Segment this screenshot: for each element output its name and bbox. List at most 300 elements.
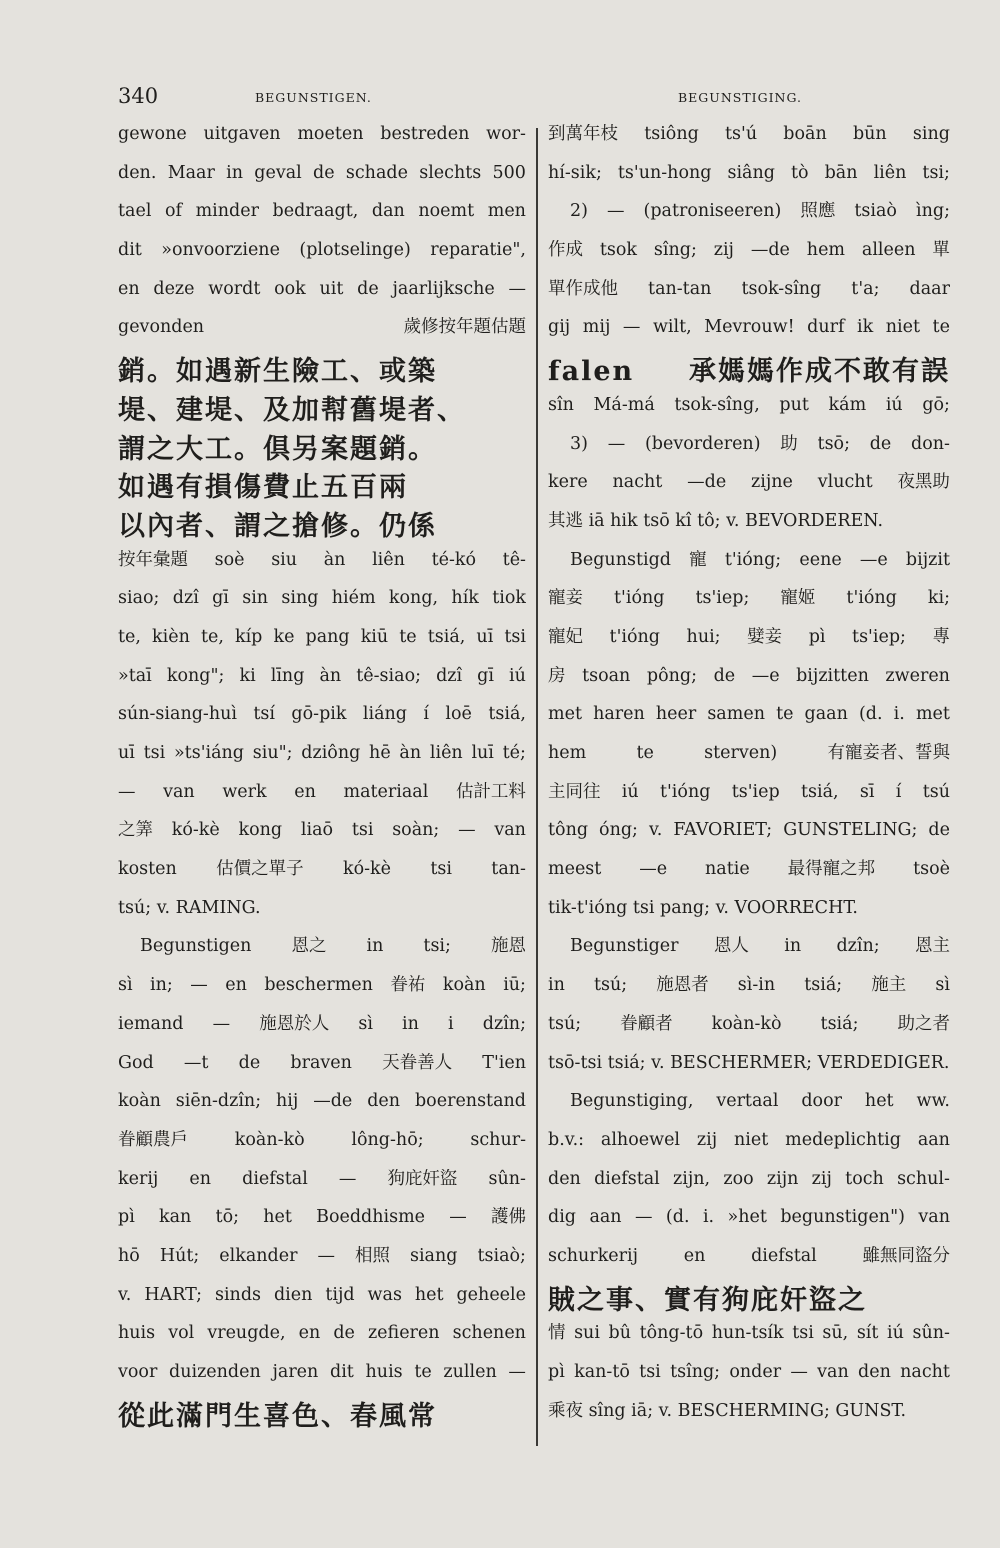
- word: bû: [608, 1323, 631, 1344]
- word: zij: [811, 1168, 832, 1189]
- word: v.: [118, 1284, 132, 1305]
- word: tsiaò: [854, 201, 897, 222]
- left-column: [118, 124, 526, 1439]
- word: 單: [932, 240, 950, 261]
- word: sterven): [704, 743, 778, 763]
- word: bestreden: [380, 124, 470, 144]
- text-line: [548, 666, 950, 705]
- word: 專: [932, 626, 950, 647]
- text-line: [118, 936, 526, 975]
- word: tijd: [325, 1284, 355, 1305]
- word: in: [366, 936, 384, 957]
- word: niet: [734, 1129, 769, 1150]
- word: tsok-sîng,: [674, 394, 760, 415]
- text-line: 堤、建堤、及加幇舊堤者、: [118, 394, 466, 426]
- word: liên: [873, 162, 907, 183]
- word: heer: [655, 704, 697, 725]
- word: sì: [935, 975, 950, 996]
- word: tsi: [504, 626, 526, 647]
- text-line: 從此滿門生喜色、春風常: [118, 1400, 437, 1432]
- word: siâng: [727, 162, 775, 183]
- word: jaren: [272, 1362, 319, 1382]
- word: jaarlijksche: [392, 278, 495, 299]
- word: 雖無同盜分: [862, 1245, 950, 1266]
- word: wilt,: [652, 317, 692, 338]
- word: duizenden: [169, 1362, 261, 1382]
- word: zij: [696, 1129, 718, 1150]
- word: liáng: [362, 704, 407, 725]
- word: de: [713, 665, 736, 686]
- word: v.: [648, 820, 663, 841]
- word: 狗庇奸盜: [387, 1168, 458, 1189]
- word: in: [402, 1013, 419, 1034]
- word: iū;: [503, 975, 526, 996]
- word: beschermen: [264, 975, 373, 996]
- word: ik: [857, 317, 874, 338]
- word: hem: [806, 240, 846, 261]
- word: 眷顧農戶: [118, 1129, 188, 1150]
- word: àn: [319, 665, 342, 686]
- word: Boeddhisme: [316, 1207, 426, 1228]
- word: te,: [118, 626, 141, 647]
- word: was: [367, 1284, 402, 1305]
- word: wor-: [486, 124, 526, 144]
- word: diefstal: [242, 1168, 308, 1189]
- word: b.v.:: [548, 1129, 585, 1150]
- word: sít: [856, 1323, 879, 1344]
- text-line: [118, 1169, 526, 1208]
- word: zijne: [751, 472, 793, 493]
- word: 施恩者: [656, 975, 709, 996]
- word: Begunstiger: [570, 936, 679, 957]
- word: de: [869, 433, 892, 454]
- word: bān: [824, 162, 858, 183]
- word: in: [784, 936, 802, 957]
- word: den: [367, 1091, 401, 1112]
- word: dziông: [301, 743, 361, 763]
- word: tò: [791, 162, 809, 183]
- word: siēn-dzîn;: [175, 1091, 262, 1112]
- word: ts'un-hong: [617, 162, 712, 183]
- word: līng: [270, 665, 305, 686]
- text-line: [548, 279, 950, 318]
- text-line: [548, 820, 950, 859]
- word: 之筭: [118, 820, 153, 841]
- word: tsi: [351, 820, 374, 841]
- word: noemt: [418, 201, 475, 222]
- text-line: [118, 124, 526, 163]
- word: àn: [399, 743, 422, 763]
- word: —: [607, 433, 626, 454]
- text-line: [548, 240, 950, 279]
- word: 施恩於人: [259, 1013, 330, 1034]
- word: dit: [118, 240, 142, 261]
- word: 護佛: [490, 1207, 526, 1228]
- word: —: [635, 1207, 653, 1228]
- word: —e: [751, 665, 780, 686]
- text-line: [548, 1323, 950, 1362]
- word: pì: [548, 1362, 565, 1382]
- word: bijzit: [905, 549, 950, 570]
- text-line: [548, 201, 950, 240]
- word: t'ióng: [659, 781, 711, 802]
- word: tsí: [253, 704, 276, 725]
- text-line: 以內者、謂之搶修。仍係: [118, 510, 437, 542]
- word: (bevorderen): [644, 433, 761, 454]
- word: tông-tō: [639, 1323, 704, 1344]
- word: Má-má: [593, 394, 655, 415]
- word: 恩人: [713, 936, 749, 957]
- word: medeplichtig: [785, 1129, 901, 1150]
- word: dien: [273, 1284, 313, 1305]
- word: ki: [239, 665, 256, 686]
- word: kan-tō: [574, 1362, 630, 1382]
- text-line: [118, 782, 526, 821]
- word: tsok: [599, 240, 638, 261]
- word: tsiá,: [488, 704, 526, 725]
- text-line: [548, 936, 950, 975]
- word: gō;: [922, 394, 950, 415]
- word: moeten: [297, 124, 364, 144]
- word: braven: [290, 1052, 352, 1073]
- word: loē: [445, 704, 472, 725]
- word: tsi;: [423, 936, 451, 957]
- word: —t: [183, 1052, 209, 1073]
- word: kíp: [234, 626, 263, 647]
- word: slechts: [419, 162, 482, 183]
- word: gij: [548, 317, 571, 338]
- word: t'ióng: [614, 588, 665, 609]
- word: kong,: [388, 588, 439, 609]
- word: de: [333, 1323, 355, 1344]
- word: 情: [548, 1323, 566, 1344]
- word: te: [932, 317, 950, 338]
- word: reparatie",: [430, 240, 526, 261]
- word: tsiaò;: [477, 1245, 526, 1266]
- text-line: [548, 317, 950, 356]
- word: zijn,: [673, 1168, 711, 1189]
- word: 有寵妾者、誓與: [827, 743, 950, 763]
- word: gī: [212, 588, 229, 609]
- word: —: [622, 317, 641, 338]
- word: —: [118, 781, 136, 802]
- word: te: [776, 704, 794, 725]
- text-line: [548, 1362, 950, 1401]
- text-line: [548, 1207, 950, 1246]
- word: 到萬年枝: [548, 124, 618, 144]
- word: kan: [159, 1207, 192, 1228]
- text-line: tsō-tsi tsiá; v. BESCHERMER; VERDEDIGER.: [548, 1052, 950, 1073]
- word: »onvoorziene: [161, 240, 280, 261]
- word: »taī: [118, 665, 152, 686]
- word: minder: [195, 201, 259, 222]
- word: dzîn;: [482, 1013, 526, 1034]
- text-line: [118, 588, 526, 627]
- text-line: [118, 1323, 526, 1362]
- word: daar: [909, 278, 950, 299]
- word: sing: [912, 124, 950, 144]
- word: vol: [168, 1323, 195, 1344]
- word: durf: [807, 317, 845, 338]
- word: uī: [118, 743, 135, 763]
- word: iemand: [118, 1013, 184, 1034]
- word: 助: [780, 433, 798, 454]
- word: soàn;: [392, 820, 440, 841]
- word: door: [801, 1091, 842, 1112]
- word: —: [317, 1245, 335, 1266]
- word: de: [928, 820, 950, 841]
- word: vertaal: [716, 1091, 779, 1112]
- word: hē: [369, 743, 391, 763]
- text-line: [118, 317, 526, 356]
- text-line: [118, 550, 526, 589]
- word: 歲修按年題估題: [403, 317, 526, 338]
- word: huis: [365, 1362, 403, 1382]
- word: schur-: [470, 1129, 526, 1150]
- word: tan-: [491, 859, 526, 880]
- word: men: [487, 201, 526, 222]
- word: —: [190, 975, 208, 996]
- word: í: [895, 781, 902, 802]
- word: kong: [238, 820, 283, 841]
- word: sún-siang-huì: [118, 704, 237, 725]
- text-line: [118, 240, 526, 279]
- word: met: [548, 704, 582, 725]
- text-line: [118, 1207, 526, 1246]
- word: sin: [242, 588, 269, 609]
- word: hui;: [686, 626, 721, 647]
- word: koàn-kò: [234, 1129, 305, 1150]
- word: t'a;: [851, 278, 880, 299]
- word: tsiá;: [804, 975, 843, 996]
- word: liên: [429, 743, 463, 763]
- word: Begunstigd: [570, 549, 671, 570]
- word: tsiông: [644, 124, 699, 144]
- word: sûn-: [912, 1323, 950, 1344]
- word: ìng;: [916, 201, 950, 222]
- text-line: [118, 1014, 526, 1053]
- word: Begunstigen: [140, 936, 252, 957]
- word: zoo: [723, 1168, 754, 1189]
- text-line: [118, 666, 526, 705]
- word: (d.: [858, 704, 883, 725]
- word: 主同往: [548, 781, 601, 802]
- word: uitgaven: [203, 124, 281, 144]
- word: tê-siao;: [356, 665, 421, 686]
- word: té;: [502, 743, 526, 763]
- word: tê-: [502, 549, 526, 570]
- word: kó-kè: [171, 820, 220, 841]
- text-line: [118, 704, 526, 743]
- word: dzî: [172, 588, 199, 609]
- word: kám: [828, 394, 867, 415]
- word: dzî: [436, 665, 463, 686]
- word: t'ióng: [609, 626, 660, 647]
- word: pì: [118, 1207, 135, 1228]
- word: 施主: [871, 975, 907, 996]
- word: gevonden: [118, 317, 205, 338]
- word: 眷顧者: [620, 1013, 673, 1034]
- word: tsiá;: [820, 1013, 859, 1034]
- running-head-right: BEGUNSTIGING.: [678, 90, 802, 105]
- word: wordt: [208, 278, 261, 299]
- word: sū,: [822, 1323, 849, 1344]
- word: of: [164, 201, 182, 222]
- word: kó-kè: [342, 859, 391, 880]
- word: ook: [274, 278, 306, 299]
- text-line: [118, 1130, 526, 1169]
- word: het: [263, 1207, 292, 1228]
- word: werk: [222, 781, 267, 802]
- word: koàn: [118, 1091, 161, 1112]
- word: kerij: [118, 1168, 159, 1189]
- word: hem: [548, 743, 587, 763]
- word: eene: [799, 549, 842, 570]
- word: hō: [118, 1245, 140, 1266]
- word: te: [414, 1362, 432, 1382]
- word: den: [548, 1168, 581, 1189]
- word: bijzitten: [796, 665, 869, 686]
- word: tsîng;: [670, 1362, 721, 1382]
- word: dig: [548, 1207, 577, 1228]
- text-line: [548, 782, 950, 821]
- word: tsú: [922, 781, 950, 802]
- word: tiok: [492, 588, 526, 609]
- word: būn: [852, 124, 887, 144]
- word: sûn-: [488, 1168, 526, 1189]
- text-line: tsú; v. RAMING.: [118, 897, 261, 918]
- word: God: [118, 1052, 154, 1073]
- word: tan-tan: [648, 278, 712, 299]
- word: liaō: [300, 820, 334, 841]
- word: alhoewel: [600, 1129, 681, 1150]
- word: voor: [118, 1362, 158, 1382]
- word: tael: [118, 201, 152, 222]
- page-number: 340: [118, 84, 159, 108]
- text-line: [118, 820, 526, 859]
- word: schurkerij: [548, 1245, 639, 1266]
- word: (patroniseeren): [643, 201, 782, 222]
- word: en: [294, 781, 316, 802]
- word: tsok-sîng: [741, 278, 822, 299]
- word: tsi: [639, 1362, 661, 1382]
- word: 相照: [354, 1245, 390, 1266]
- word: FAVORIET;: [673, 820, 773, 841]
- word: pông;: [646, 665, 697, 686]
- word: het: [414, 1284, 444, 1305]
- page-header: [0, 84, 1000, 114]
- text-line: [118, 1362, 526, 1401]
- word: kong";: [166, 665, 225, 686]
- word: sîng;: [653, 240, 697, 261]
- text-line: [548, 163, 950, 202]
- word: den: [858, 1362, 891, 1382]
- text-line: [548, 1246, 950, 1285]
- word: siu";: [252, 743, 293, 763]
- word: schenen: [452, 1323, 526, 1344]
- word: en: [298, 1323, 321, 1344]
- word: 作成: [548, 240, 583, 261]
- word: 照應: [800, 201, 836, 222]
- word: 估計工料: [455, 781, 526, 802]
- word: de: [357, 278, 379, 299]
- word: soè: [214, 549, 245, 570]
- word: zijn: [766, 1168, 799, 1189]
- word: samen: [707, 704, 765, 725]
- word: lông-hō;: [351, 1129, 424, 1150]
- word: en: [683, 1245, 706, 1266]
- word: —: [790, 1362, 808, 1382]
- word: »het: [727, 1207, 767, 1228]
- word: van: [918, 1207, 950, 1228]
- word: hí-sik;: [548, 162, 602, 183]
- word: Maar: [167, 162, 215, 183]
- word: nacht: [612, 472, 663, 493]
- word: kere: [548, 472, 588, 493]
- word: sing: [281, 588, 319, 609]
- word: siang: [409, 1245, 458, 1266]
- word: mij: [582, 317, 611, 338]
- word: uit: [319, 278, 344, 299]
- text-line: [548, 975, 950, 1014]
- text-line: [118, 1053, 526, 1092]
- right-column: [548, 124, 950, 1439]
- word: toch: [845, 1168, 884, 1189]
- word: Mevrouw!: [704, 317, 795, 338]
- word: —: [449, 1207, 467, 1228]
- word: vlucht: [817, 472, 873, 493]
- word: zij: [713, 240, 734, 261]
- word: GUNSTELING;: [783, 820, 918, 841]
- word: bedraagt,: [272, 201, 359, 222]
- word: í: [423, 704, 430, 725]
- word: geval: [254, 162, 302, 183]
- word: t'ióng: [846, 588, 897, 609]
- word: don-: [911, 433, 950, 454]
- word: zefieren: [367, 1323, 440, 1344]
- word: hun-tsík: [711, 1323, 784, 1344]
- word: kièn: [152, 626, 190, 647]
- word: Begunstiging,: [570, 1091, 694, 1112]
- word: en: [118, 278, 140, 299]
- word: meest: [548, 859, 602, 880]
- text-line: [548, 1130, 950, 1169]
- word: siu: [271, 549, 298, 570]
- word: ts'iep: [731, 781, 780, 802]
- word: diefstal: [594, 1168, 660, 1189]
- word: sì-in: [737, 975, 776, 996]
- word: van: [494, 820, 526, 841]
- word: onder: [729, 1362, 782, 1382]
- text-line: [548, 704, 950, 743]
- word: 2): [570, 201, 588, 222]
- word: HART;: [144, 1284, 203, 1305]
- word: 3): [570, 433, 588, 454]
- text-line: [118, 859, 526, 898]
- word: nacht: [900, 1362, 950, 1382]
- text-line: [548, 1091, 950, 1130]
- word: dan: [371, 201, 405, 222]
- word: iú: [885, 394, 903, 415]
- word: tsi;: [922, 162, 950, 183]
- word: koàn-kò: [711, 1013, 782, 1034]
- word: 估價之單子: [216, 859, 304, 880]
- text-line: 如遇有損傷費止五百兩: [118, 472, 408, 504]
- word: hík: [451, 588, 479, 609]
- word: sîn: [548, 394, 574, 415]
- word: tsú;: [593, 975, 628, 996]
- word: dit: [330, 1362, 354, 1382]
